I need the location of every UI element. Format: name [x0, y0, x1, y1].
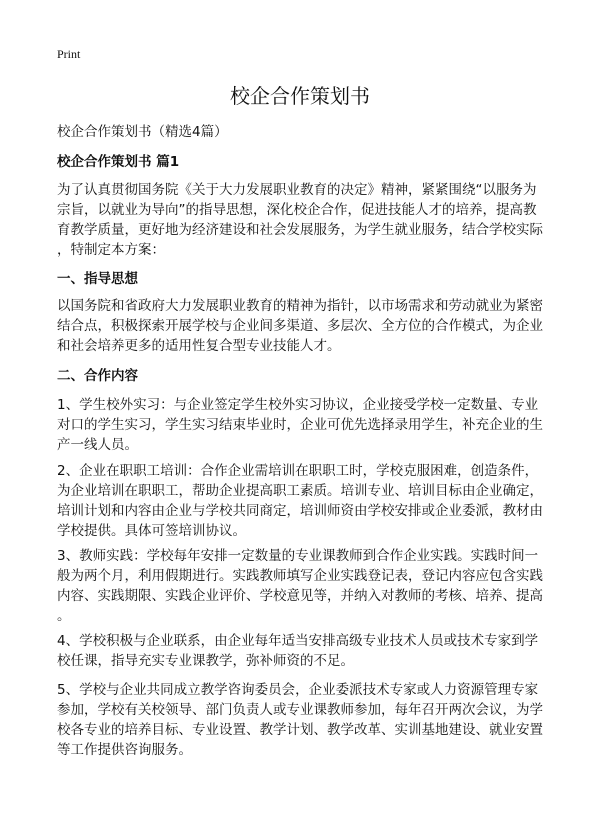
document-title: 校企合作策划书: [230, 84, 370, 108]
item-3: [57, 546, 557, 626]
text-line: 。: [57, 608, 71, 624]
text-line: 产一线人员。: [57, 437, 138, 453]
text-line: 2、企业在职职工培训：合作企业需培训在职职工时，学校克服困难，创造条件，: [57, 463, 539, 479]
section1-heading: 一、指导思想: [57, 271, 138, 287]
section2-heading: 二、合作内容: [57, 368, 138, 384]
item-1: [57, 395, 557, 455]
section1-paragraph: [57, 296, 557, 356]
text-line: 校各专业的培养目标、专业设置、教学计划、教学改革、实训基地建设、就业安置: [57, 722, 543, 738]
text-line: 和社会培养更多的适用性复合型专业技能人才。: [57, 338, 341, 354]
document-subtitle: 校企合作策划书（精选4篇）: [57, 124, 228, 140]
text-line: 为企业培训在职职工，帮助企业提高职工素质。培训专业、培训目标由企业确定，: [57, 483, 543, 499]
print-label: Print: [57, 47, 81, 61]
text-line: 等工作提供咨询服务。: [57, 742, 192, 758]
item-5: [57, 680, 557, 760]
item-4: [57, 631, 557, 671]
text-line: 3、教师实践：学校每年安排一定数量的专业课教师到合作企业实践。实践时间一: [57, 548, 539, 564]
text-line: 结合点，积极探索开展学校与企业间多渠道、多层次、全方位的合作模式，为企业: [57, 318, 543, 334]
text-line: 培训计划和内容由企业与学校共同商定，培训师资由学校安排或企业委派，教材由: [57, 503, 543, 519]
text-line: 为了认真贯彻国务院《关于大力发展职业教育的决定》精神，紧紧围绕“以服务为: [57, 182, 537, 198]
text-line: 以国务院和省政府大力发展职业教育的精神为指针，以市场需求和劳动就业为紧密: [57, 298, 543, 314]
text-line: 般为两个月，利用假期进行。实践教师填写企业实践登记表，登记内容应包含实践: [57, 568, 543, 584]
text-line: 4、学校积极与企业联系，由企业每年适当安排高级专业技术人员或技术专家到学: [57, 633, 539, 649]
text-line: 学校提供。具体可签培训协议。: [57, 523, 246, 539]
text-line: 育教学质量，更好地为经济建设和社会发展服务，为学生就业服务，结合学校实际: [57, 222, 543, 238]
text-line: 校任课，指导充实专业课教学，弥补师资的不足。: [57, 653, 354, 669]
text-line: 对口的学生实习，学生实习结束毕业时，企业可优先选择录用学生，补充企业的生: [57, 417, 543, 433]
intro-paragraph: [57, 180, 557, 260]
text-line: 5、学校与企业共同成立教学咨询委员会，企业委派技术专家或人力资源管理专家: [57, 682, 539, 698]
text-line: 内容、实践期限、实践企业评价、学校意见等，并纳入对教师的考核、培养、提高: [57, 588, 543, 604]
text-line: 1、学生校外实习：与企业签定学生校外实习协议，企业接受学校一定数量、专业: [57, 397, 539, 413]
part-heading: 校企合作策划书 篇1: [57, 154, 180, 170]
text-line: 参加，学校有关校领导、部门负责人或专业课教师参加，每年召开两次会议，为学: [57, 702, 543, 718]
item-2: [57, 461, 557, 541]
text-line: ，特制定本方案：: [57, 242, 165, 258]
text-line: 宗旨，以就业为导向”的指导思想，深化校企合作，促进技能人才的培养，提高教: [57, 202, 537, 218]
